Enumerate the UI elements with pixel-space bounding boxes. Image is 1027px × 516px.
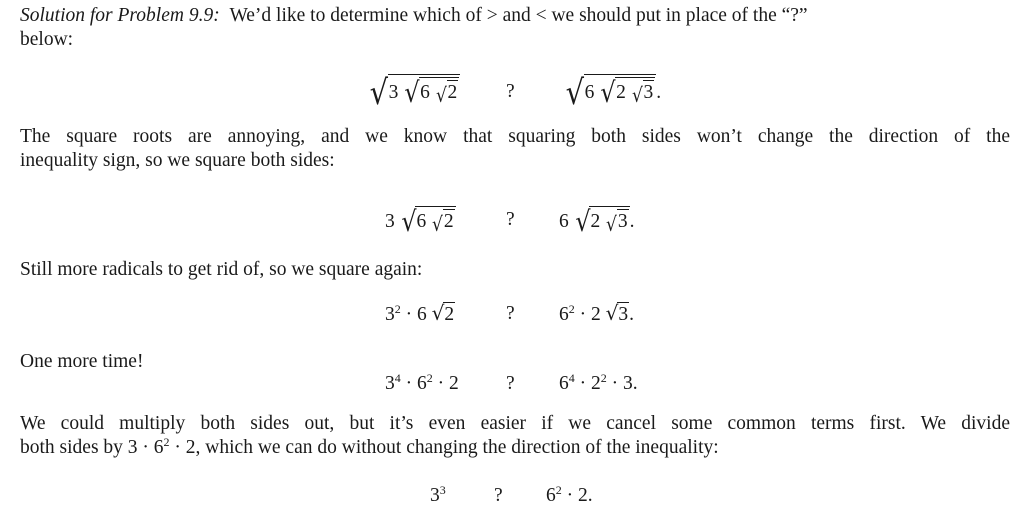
eq1-period: . (656, 82, 662, 103)
radical-sign: √ (431, 301, 445, 325)
middle-radical (403, 77, 459, 107)
intro-text: We’d like to determine which of > and < we should put in place of the “?” (229, 5, 808, 26)
eq1-right (564, 73, 662, 113)
eq1-right-root: 3 (643, 82, 654, 103)
eq1-right-outer: 6 (584, 82, 595, 103)
para5-line2-b: · 2, which we can do without changing the direction of the inequality: (169, 437, 719, 458)
equation-3 (0, 302, 1027, 330)
eq2-right-root: 3 (617, 211, 628, 232)
outer-radical (400, 206, 456, 236)
radical-sign: √ (435, 83, 447, 107)
solution-label: Solution for Problem 9.9: (20, 5, 220, 26)
eq5-left-base: 3 (430, 485, 440, 506)
para5-line2-exp: 2 (163, 435, 170, 449)
intro-line-1 (20, 4, 1010, 28)
radical-sign: √ (369, 73, 389, 113)
radical (606, 302, 630, 327)
paragraph-5 (20, 412, 1010, 460)
radical-sign: √ (606, 212, 617, 236)
equation-5 (0, 484, 1027, 510)
eq3-right (559, 302, 634, 327)
outer-radical (564, 73, 656, 113)
eq1-relation: ? (506, 81, 515, 102)
intro-line-2: below: (20, 29, 74, 50)
eq4-left (385, 372, 459, 396)
eq4-left-tail: · 2 (432, 373, 459, 394)
eq4-right-tail: · 3. (606, 373, 638, 394)
eq2-right-inner: 2 (590, 211, 601, 232)
eq2-period: . (629, 211, 635, 232)
inner-radical (431, 209, 455, 234)
intro-paragraph (20, 4, 1010, 52)
eq2-left (385, 206, 456, 236)
eq3-relation: ? (506, 303, 515, 324)
para5-line-2 (20, 436, 1010, 460)
eq5-left (430, 484, 446, 508)
eq5-right (546, 484, 593, 508)
eq2-left-inner: 6 (416, 211, 427, 232)
eq3-left-exp: 2 (394, 302, 401, 316)
eq5-right-tail: · 2. (561, 485, 593, 506)
radical-sign: √ (400, 205, 417, 238)
eq3-right-root: 3 (618, 304, 629, 325)
para5-line-1: We could multiply both sides out, but it’s even easier if we cancel some common terms first. We divide (20, 413, 1010, 434)
eq2-left-coef: 3 (385, 211, 395, 232)
eq4-right-b2: · 2 (574, 373, 601, 394)
eq4-left-b1: 3 (385, 373, 395, 394)
eq4-left-e2: 2 (426, 371, 433, 385)
eq1-left (368, 73, 460, 113)
eq2-right (559, 206, 634, 236)
eq4-left-e1: 4 (394, 371, 401, 385)
eq4-right-e2: 2 (600, 371, 607, 385)
radical-sign: √ (631, 83, 643, 107)
inner-radical (631, 80, 655, 105)
paragraph-2 (20, 125, 1010, 173)
eq2-right-coef: 6 (559, 211, 569, 232)
radical-sign: √ (574, 205, 591, 238)
para2-line-2: inequality sign, so we square both sides: (20, 150, 335, 171)
outer-radical (574, 206, 630, 236)
middle-radical (599, 77, 655, 107)
para2-line-1: The square roots are annoying, and we know that squaring both sides won’t change the direction of the (20, 126, 1010, 147)
eq4-relation: ? (506, 373, 515, 394)
radical-sign: √ (404, 76, 420, 109)
eq3-left (385, 302, 455, 327)
radical-sign: √ (565, 73, 585, 113)
eq3-left-mid: · 6 (400, 304, 432, 325)
outer-radical (368, 73, 460, 113)
inner-radical (435, 80, 459, 105)
eq3-period: . (629, 304, 634, 325)
eq3-right-mid: · 2 (574, 304, 606, 325)
radical-sign: √ (605, 301, 619, 325)
eq4-left-b2: · 6 (400, 373, 427, 394)
radical (432, 302, 456, 327)
radical-sign: √ (600, 76, 616, 109)
eq3-left-root: 2 (444, 304, 455, 325)
equation-2 (0, 205, 1027, 238)
eq3-right-exp: 2 (568, 302, 575, 316)
para5-line2-a: both sides by 3 · 6 (20, 437, 164, 458)
eq2-left-root: 2 (443, 211, 454, 232)
eq5-right-exp: 2 (555, 483, 562, 497)
equation-1 (0, 73, 1027, 114)
eq4-right (559, 372, 638, 396)
inner-radical (605, 209, 629, 234)
paragraph-4: One more time! (20, 351, 144, 372)
eq3-left-base: 3 (385, 304, 395, 325)
eq2-relation: ? (506, 209, 515, 230)
eq1-left-inner: 6 (420, 82, 430, 103)
eq1-left-root: 2 (447, 82, 458, 103)
eq1-left-outer: 3 (388, 82, 399, 103)
eq5-left-exp: 3 (439, 483, 446, 497)
equation-4 (0, 372, 1027, 398)
eq4-right-e1: 4 (568, 371, 575, 385)
paragraph-3: Still more radicals to get rid of, so we square again: (20, 259, 423, 280)
eq5-right-base: 6 (546, 485, 556, 506)
eq1-right-inner: 2 (616, 82, 626, 103)
eq3-right-base: 6 (559, 304, 569, 325)
eq4-right-b1: 6 (559, 373, 569, 394)
radical-sign: √ (432, 212, 443, 236)
eq5-relation: ? (494, 485, 503, 506)
